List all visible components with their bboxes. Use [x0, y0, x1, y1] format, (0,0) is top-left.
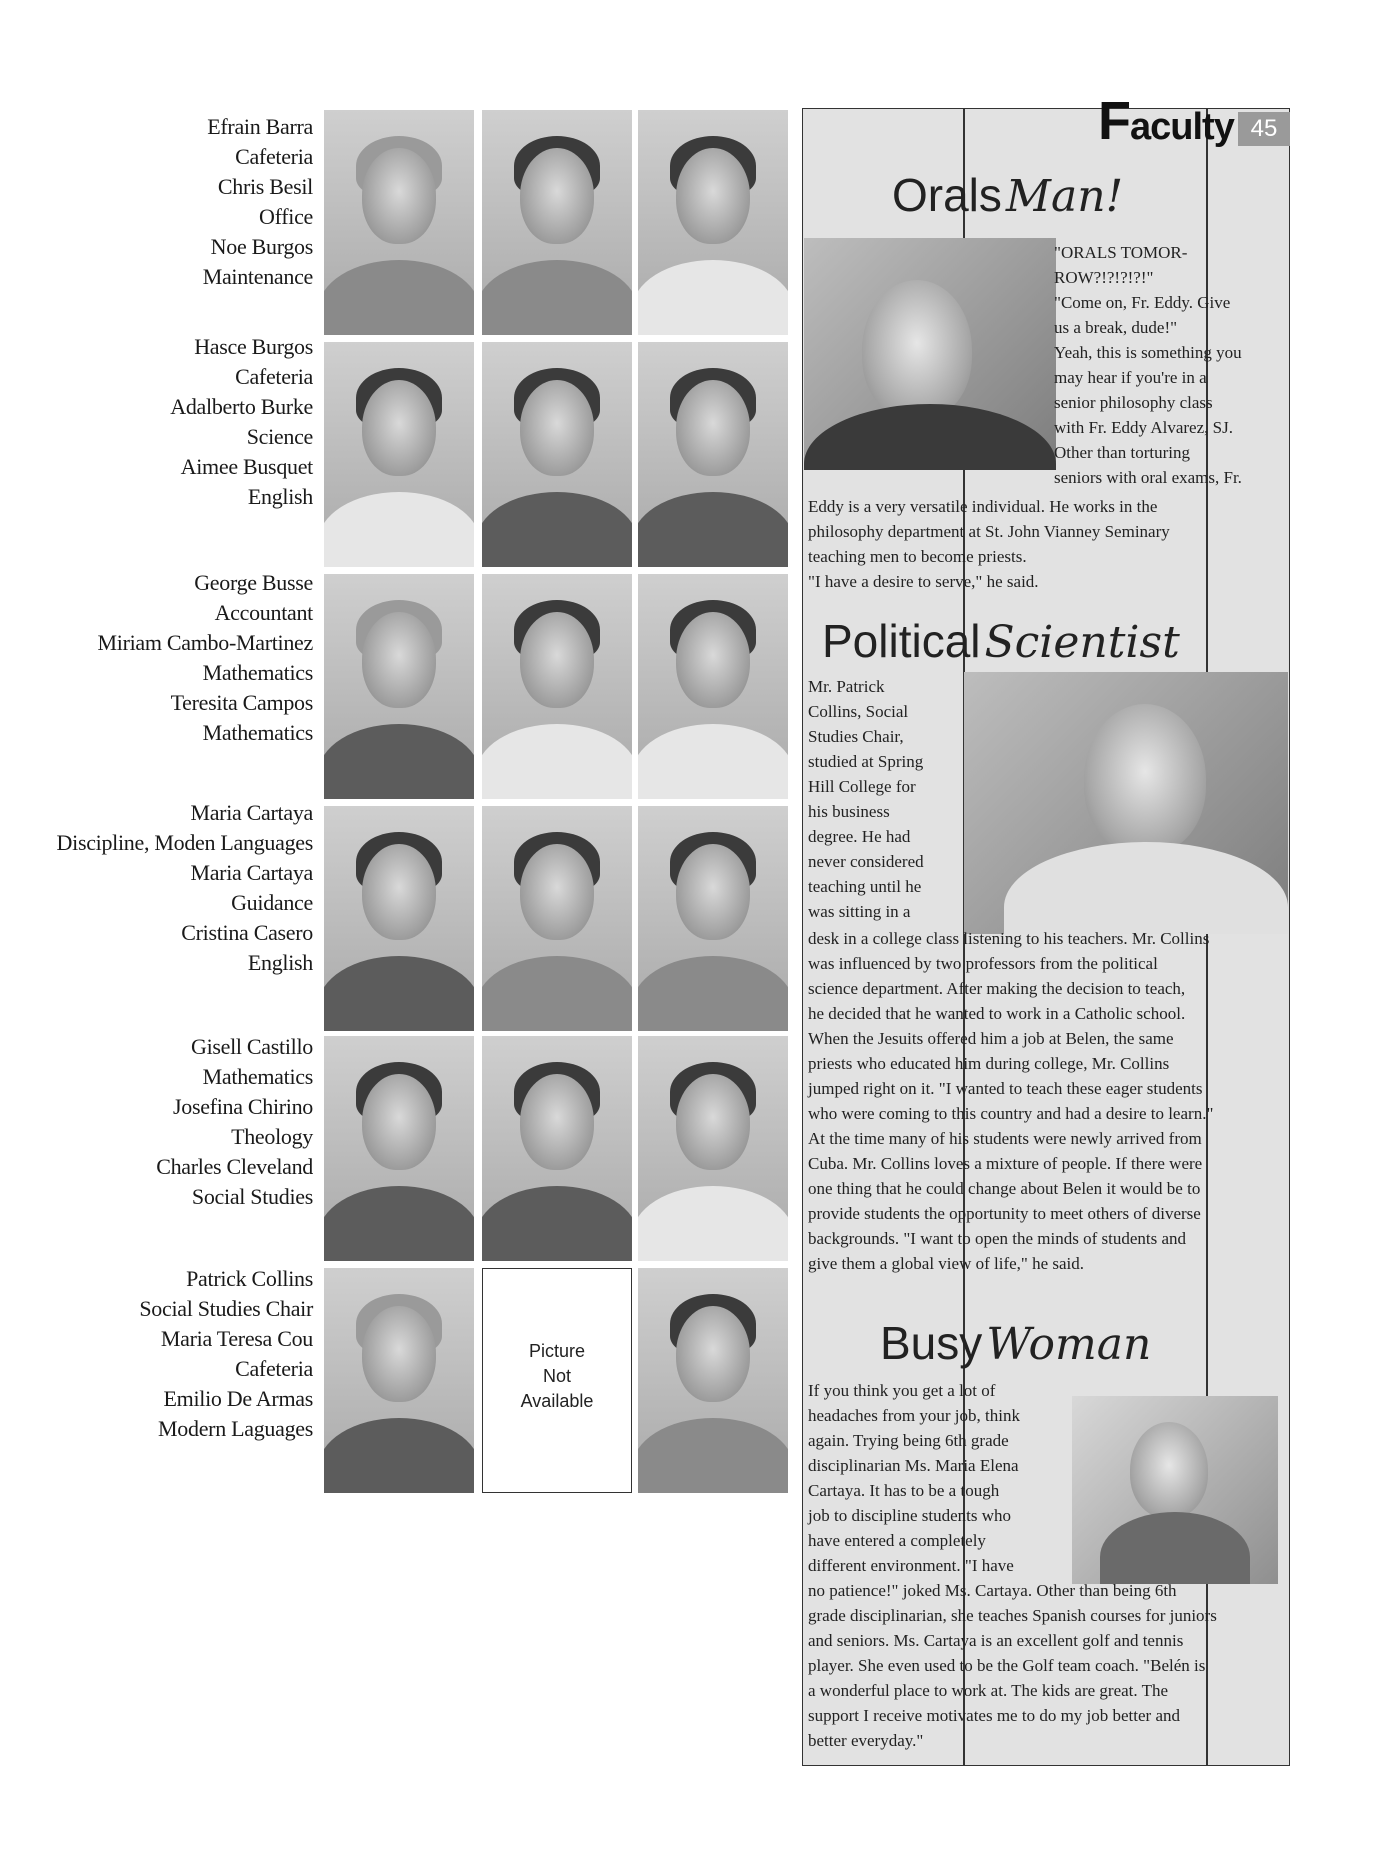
text-line: different environment. "I have — [808, 1556, 1014, 1575]
portrait-photo — [482, 110, 632, 335]
text-line: Cartaya. It has to be a tough — [808, 1481, 1000, 1500]
portrait-photo — [324, 110, 474, 335]
roster-line: English — [247, 484, 313, 509]
portrait-photo — [324, 806, 474, 1031]
text-line: Cuba. Mr. Collins loves a mixture of people. If there were — [808, 1154, 1203, 1173]
roster-line: Theology — [231, 1124, 313, 1149]
text-line: backgrounds. "I want to open the minds of students and — [808, 1229, 1187, 1248]
political-side-text — [808, 674, 964, 924]
text-line: science department. After making the decision to teach, — [808, 979, 1186, 998]
roster-line: Cafeteria — [235, 1356, 313, 1381]
roster-group-5 — [156, 1032, 313, 1212]
text-line: he decided that he wanted to work in a Catholic school. — [808, 1004, 1186, 1023]
text-line: was influenced by two professors from the political — [808, 954, 1158, 973]
portrait-photo — [638, 110, 788, 335]
roster-line: Emilio De Armas — [163, 1386, 313, 1411]
roster-group-2 — [170, 332, 313, 512]
roster-group-3 — [98, 568, 313, 748]
text-line: player. She even used to be the Golf team coach. "Belén is — [808, 1656, 1206, 1675]
text-line: may hear if you're in a — [1054, 368, 1207, 387]
heading-part: Scientist — [984, 617, 1180, 668]
text-line: Collins, Social — [808, 702, 909, 721]
text-line: again. Trying being 6th grade — [808, 1431, 1009, 1450]
text-line: give them a global view of life," he said. — [808, 1254, 1085, 1273]
portrait-photo — [638, 574, 788, 799]
text-line: "Come on, Fr. Eddy. Give — [1054, 293, 1231, 312]
heading-part: Orals — [892, 169, 1002, 221]
text-line: grade disciplinarian, she teaches Spanish courses for juniors — [808, 1606, 1217, 1625]
placeholder-text: Available — [520, 1391, 594, 1411]
roster-line: Guidance — [231, 890, 313, 915]
text-line: degree. He had — [808, 827, 911, 846]
text-line: desk in a college class listening to his teachers. Mr. Collins — [808, 929, 1210, 948]
picture-not-available-box — [482, 1268, 632, 1493]
portrait-photo — [482, 1036, 632, 1261]
text-line: Hill College for — [808, 777, 916, 796]
text-line: who were coming to this country and had a desire to learn." — [808, 1104, 1214, 1123]
roster-line: Mathematics — [202, 660, 313, 685]
roster-group-1 — [203, 112, 313, 292]
roster-line: Discipline, Moden Languages — [56, 830, 313, 855]
roster-line: Mathematics — [202, 1064, 313, 1089]
text-line: never considered — [808, 852, 924, 871]
roster-line: Mathematics — [202, 720, 313, 745]
roster-line: Noe Burgos — [210, 234, 313, 259]
roster-group-6 — [139, 1264, 313, 1444]
article-heading-political — [822, 614, 1180, 668]
roster-line: Aimee Busquet — [180, 454, 313, 479]
text-line: seniors with oral exams, Fr. — [1054, 468, 1242, 487]
text-line: disciplinarian Ms. Maria Elena — [808, 1456, 1019, 1475]
portrait-photo — [324, 574, 474, 799]
portrait-photo — [482, 806, 632, 1031]
heading-part: Woman — [986, 1319, 1152, 1370]
section-title: Faculty — [1098, 91, 1234, 151]
roster-line: Patrick Collins — [186, 1266, 313, 1291]
text-line: job to discipline students who — [808, 1506, 1012, 1525]
text-line: When the Jesuits offered him a job at Belen, the same — [808, 1029, 1174, 1048]
roster-line: Cafeteria — [235, 144, 313, 169]
text-line: was sitting in a — [808, 902, 911, 921]
roster-line: Modern Laguages — [158, 1416, 313, 1441]
text-line: no patience!" joked Ms. Cartaya. Other than being 6th — [808, 1581, 1177, 1600]
roster-line: Social Studies Chair — [139, 1296, 313, 1321]
text-line: better everyday." — [808, 1731, 924, 1750]
roster-group-4 — [57, 798, 313, 978]
text-line: ROW?!?!?!?!" — [1054, 268, 1154, 287]
text-line: Eddy is a very versatile individual. He works in the — [808, 497, 1158, 516]
article-heading-orals — [892, 168, 1123, 222]
roster-line: Science — [246, 424, 313, 449]
text-line: Yeah, this is something you — [1054, 343, 1242, 362]
roster-line: Hasce Burgos — [194, 334, 313, 359]
orals-body — [808, 494, 1286, 594]
placeholder-text: Picture — [528, 1341, 586, 1361]
text-line: senior philosophy class — [1054, 393, 1213, 412]
text-line: have entered a completely — [808, 1531, 986, 1550]
text-line: support I receive motivates me to do my job better and — [808, 1706, 1181, 1725]
text-line: jumped right on it. "I wanted to teach these eager students — [808, 1079, 1203, 1098]
roster-line: Efrain Barra — [207, 114, 313, 139]
portrait-photo — [324, 342, 474, 567]
heading-part: Busy — [880, 1317, 983, 1369]
roster-line: Cafeteria — [235, 364, 313, 389]
text-line: "ORALS TOMOR- — [1054, 243, 1188, 262]
busy-body — [808, 1578, 1288, 1753]
text-line: headaches from your job, think — [808, 1406, 1020, 1425]
text-line: If you think you get a lot of — [808, 1381, 996, 1400]
text-line: a wonderful place to work at. The kids are great. The — [808, 1681, 1169, 1700]
busy-side-text — [808, 1378, 1074, 1578]
portrait-photo — [638, 1268, 788, 1493]
page-number: 45 — [1238, 112, 1290, 146]
text-line: philosophy department at St. John Vianney Seminary — [808, 522, 1170, 541]
portrait-photo — [324, 1268, 474, 1493]
text-line: Mr. Patrick — [808, 677, 885, 696]
political-body — [808, 926, 1288, 1276]
text-line: teaching men to become priests. — [808, 547, 1027, 566]
section-header — [1092, 91, 1290, 152]
roster-line: Gisell Castillo — [190, 1034, 313, 1059]
portrait-photo — [482, 342, 632, 567]
photo-fr-eddy — [804, 238, 1056, 470]
text-line: studied at Spring — [808, 752, 924, 771]
article-heading-busy — [880, 1316, 1151, 1370]
text-line: priests who educated him during college, Mr. Collins — [808, 1054, 1170, 1073]
roster-line: Office — [259, 204, 313, 229]
roster-line: Adalberto Burke — [170, 394, 313, 419]
roster-line: Accountant — [214, 600, 313, 625]
portrait-photo — [638, 806, 788, 1031]
orals-quote — [1054, 240, 1286, 490]
roster-line: Maria Cartaya — [190, 860, 313, 885]
text-line: his business — [808, 802, 890, 821]
roster-line: Chris Besil — [217, 174, 313, 199]
roster-line: Cristina Casero — [181, 920, 313, 945]
roster-line: Charles Cleveland — [156, 1154, 313, 1179]
text-line: one thing that he could change about Belen it would be to — [808, 1179, 1201, 1198]
roster-line: Social Studies — [191, 1184, 313, 1209]
photo-ms-cartaya — [1072, 1396, 1278, 1584]
text-line: and seniors. Ms. Cartaya is an excellent golf and tennis — [808, 1631, 1184, 1650]
placeholder-text: Not — [542, 1366, 571, 1386]
roster-line: Miriam Cambo-Martinez — [97, 630, 313, 655]
text-line: At the time many of his students were newly arrived from — [808, 1129, 1202, 1148]
portrait-photo — [638, 1036, 788, 1261]
roster-line: Maria Cartaya — [190, 800, 313, 825]
roster-line: Maintenance — [202, 264, 313, 289]
photo-mr-collins — [964, 672, 1288, 934]
roster-line: English — [247, 950, 313, 975]
heading-part: Political — [822, 615, 981, 667]
portrait-photo — [638, 342, 788, 567]
roster-line: Josefina Chirino — [172, 1094, 313, 1119]
roster-line: Maria Teresa Cou — [160, 1326, 313, 1351]
text-line: us a break, dude!" — [1054, 318, 1178, 337]
text-line: provide students the opportunity to meet others of diverse — [808, 1204, 1201, 1223]
roster-line: George Busse — [194, 570, 313, 595]
portrait-photo — [324, 1036, 474, 1261]
roster-line: Teresita Campos — [170, 690, 313, 715]
text-line: "I have a desire to serve," he said. — [808, 572, 1039, 591]
text-line: Other than torturing — [1054, 443, 1190, 462]
text-line: teaching until he — [808, 877, 922, 896]
portrait-photo — [482, 574, 632, 799]
heading-part: Man! — [1005, 171, 1124, 222]
text-line: Studies Chair, — [808, 727, 904, 746]
text-line: with Fr. Eddy Alvarez, SJ. — [1054, 418, 1233, 437]
